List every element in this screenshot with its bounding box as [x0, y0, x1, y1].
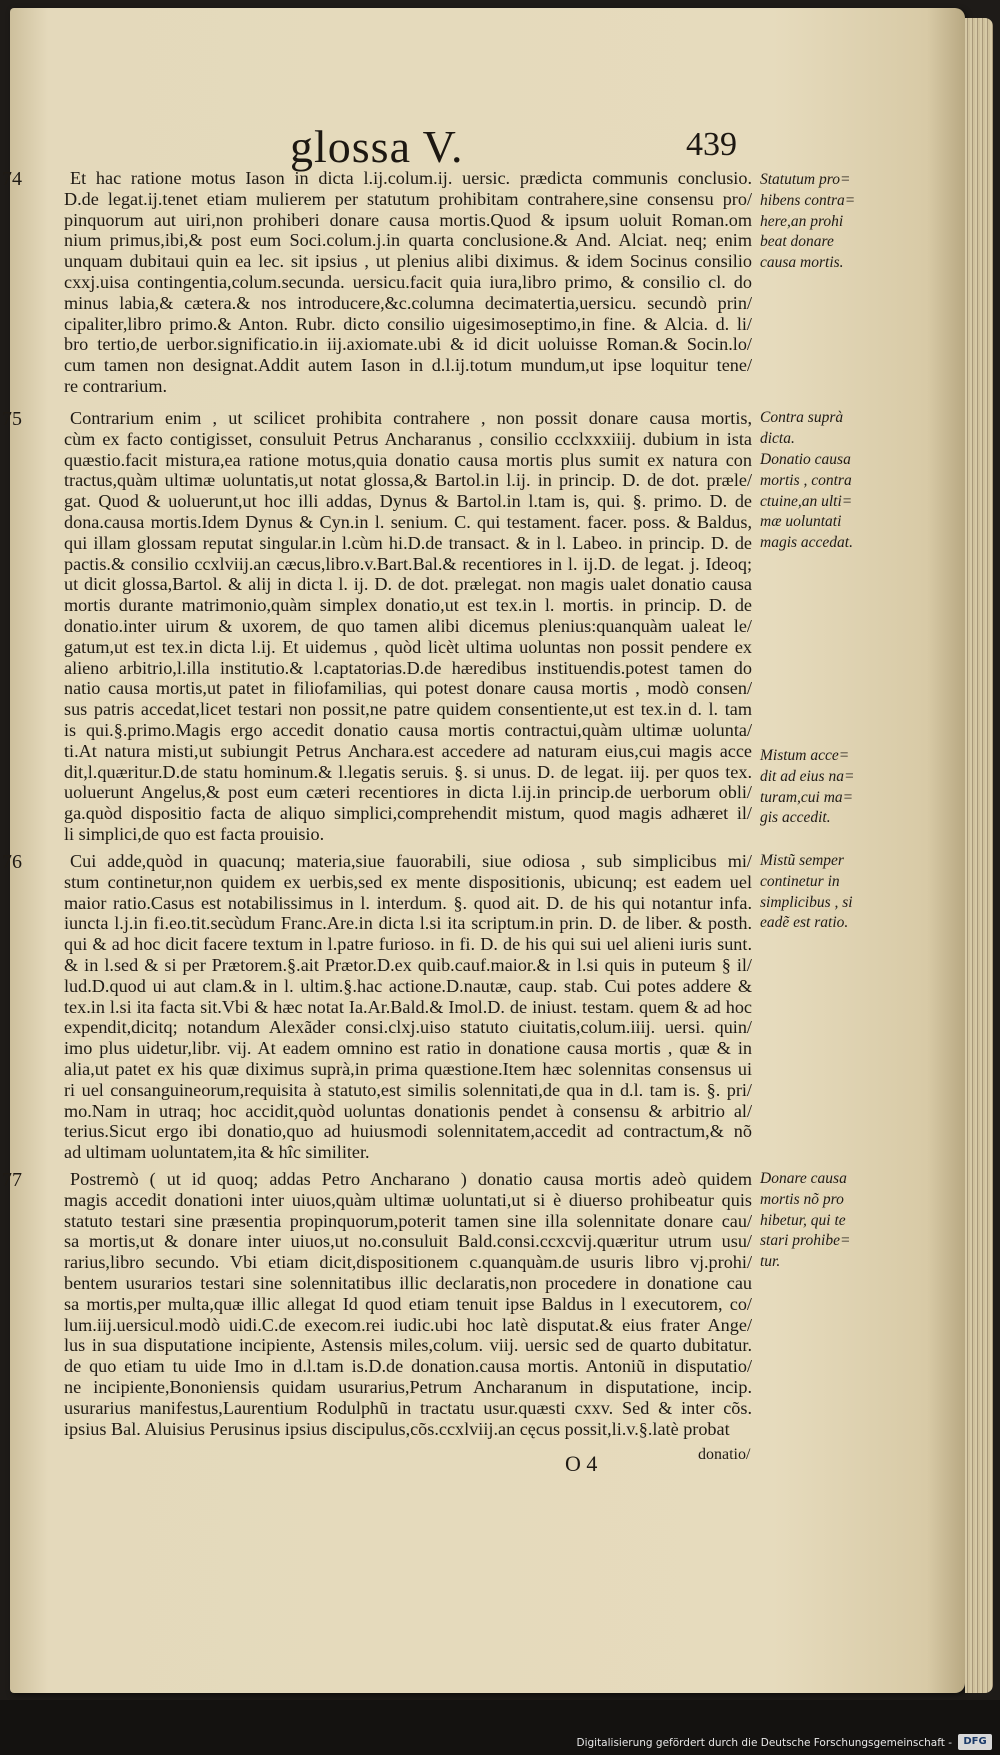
paragraph-number: 74 — [2, 168, 22, 190]
side-gloss — [760, 851, 870, 934]
text-line: re contrarium. — [64, 375, 168, 396]
side-gloss — [760, 170, 870, 274]
text-line: expendit,dicitq; notandum Alexãder consi.clxj.uiso statuto ciuitatis,colum.iiij. uersi. quin/ — [64, 1017, 752, 1038]
text-line: ti.At natura misti,ut subiungit Petrus Anchara.est accedere ad naturam eius,cui magis acce — [64, 740, 752, 761]
gloss-line: eadẽ est ratio. — [760, 914, 849, 932]
gloss-line: beat donare — [760, 233, 834, 251]
gloss-line: Contra suprà — [760, 409, 844, 426]
text-line: imo plus uidetur,libr. vij. At eadem omnino est ratio in donatione causa mortis , quæ & in — [64, 1038, 752, 1059]
text-line: ipsius Bal. Aluisius Perusinus ipsius discipulus,cõs.ccxlviij.an cęcus possit,li.v.§.latè probat — [64, 1418, 730, 1439]
gloss-line: causa mortis. — [760, 254, 844, 272]
text-line: usurarius manifestus,Laurentium Rodulphũ in tractatu usur.quæsti cxxv. Sed & inter cõs. — [64, 1397, 752, 1418]
dfg-logo: DFG — [958, 1734, 992, 1750]
text-line: sa mortis,ut & donare inter uiuos,ut no.consuluit Bald.consi.ccxcvij.quæritur utrum usu/ — [64, 1231, 752, 1252]
gloss-line: turam,cui ma= — [760, 788, 854, 806]
gloss-line: gis accedit. — [760, 809, 831, 827]
gloss-line: continetur in — [760, 872, 840, 890]
gloss-line: tur. — [760, 1253, 781, 1271]
text-line: alia,ut patet ex his quæ diximus suprà,in prima quæstione.Item hæc solennitas consensus ui — [64, 1058, 752, 1079]
page-edges — [965, 18, 993, 1693]
side-gloss — [760, 450, 870, 554]
text-line: magis accedit donationi inter uiuos,quàm ultimæ uoluntati,ut si è diuerso prohibeatur quis — [64, 1189, 752, 1210]
text-line: Contrarium enim , ut scilicet prohibita contrahere , non possit donare causa mortis, — [70, 408, 752, 428]
text-line: qui & ad hoc dicit facere textum in l.patre furioso. in fi. D. de his qui sui uel alieni iuris sunt. — [64, 934, 752, 955]
gloss-line: Mistũ semper — [760, 852, 844, 869]
text-line: mortis durante matrimonio,quàm simplex donatio,ut est tex.in l. mortis. in princip. D. de — [64, 595, 752, 616]
text-line: bro tertio,de uerbor.significatio.in iij.axiomate.ubi & id dicit uoluisse Roman.& Socin.lo/ — [64, 334, 752, 355]
text-line: pactis.& consilio ccxlviij.an cæcus,libro.v.Bart.Bal.& recentiores in l. ij.D. de legat. j. Ideoq; — [64, 553, 752, 574]
text-line: maior ratio.Casus est notabilissimus in l. interdum. §. quod ait. D. de his qui notantur infa. — [64, 892, 752, 913]
signature-mark: O 4 — [565, 1451, 598, 1476]
gloss-line: magis accedat. — [760, 534, 853, 552]
text-line: Cui adde,quòd in quacunq; materia,siue fauorabili, siue odiosa , sub simplicibus mi/ — [70, 851, 752, 871]
gloss-line: hibens contra= — [760, 191, 856, 209]
text-line: de quo etiam tu uide Imo in d.l.tam is.D.de donation.causa mortis. Antoniũ in disputatio/ — [64, 1356, 752, 1377]
text-line: Postremò ( ut id quoq; addas Petro Ancharano ) donatio causa mortis adeò quidem — [70, 1169, 752, 1189]
text-line: D.de legat.ij.tenet etiam mulierem per statutum prohibitam contrahere,sine consensu pro/ — [64, 188, 752, 209]
gloss-line: dit ad eius na= — [760, 767, 855, 785]
gloss-line: Donare causa — [760, 1170, 847, 1187]
text-line: unquam dubitaui quin ea lec. sit ipsius , ut plenius alibi diximus. & idem Socinus consilio — [64, 251, 752, 272]
gloss-line: stari prohibe= — [760, 1232, 851, 1250]
text-line: li simplici,de quo est facta prouisio. — [64, 823, 325, 844]
gloss-line: hibetur, qui te — [760, 1211, 846, 1229]
text-line: uoluerunt Angelus,& post eum cæteri recentiores in dicta l.ij.in princip.de uerborum obli/ — [64, 782, 752, 803]
gloss-line: simplicibus , si — [760, 893, 853, 911]
paragraph-74 — [64, 168, 752, 397]
text-line: nium primus,ibi,& post eum Soci.colum.j.in quarta conclusione.& And. Alciat. neq; enim — [64, 230, 752, 251]
gloss-line: mortis , contra — [760, 471, 852, 489]
text-line: iuncta l.j.in fi.eo.tit.secùdum Franc.Are.in dicta l.si ita scriptum.in prin. D. de liber. & posth. — [64, 913, 752, 934]
text-line: dit,l.quæritur.D.de statu hominum.& l.legatis seruis. §. si unus. D. de legat. iij. per quos tex. — [64, 761, 752, 782]
text-line: natio causa mortis,ut patet in filiofamilias, qui potest donare causa mortis , modò consen/ — [64, 678, 752, 699]
footer-credit: Digitalisierung gefördert durch die Deutsche Forschungsgemeinschaft - — [576, 1737, 952, 1749]
text-line: ad ultimam uoluntatem,ita & hîc similiter. — [64, 1142, 370, 1163]
text-line: sus patris accedat,licet testari non possit,ne patre quidem consentiente,ut est tex.in d. l. tam — [64, 699, 752, 720]
text-line: donatio.inter uirum & uxorem, de quo tamen alibi dicemus plenius:quanquàm ualeat le/ — [64, 615, 752, 636]
paragraph-number: 76 — [2, 851, 22, 873]
text-line: statuto testari sine præsentia propinquorum,poterit tamen sine illa solennitate donare cau/ — [64, 1210, 752, 1231]
gloss-line: Statutum pro= — [760, 171, 851, 188]
side-gloss — [760, 1169, 870, 1273]
text-line: gatum,ut est tex.in dicta l.ij. Et uidemus , quòd licèt ultima uoluntas non possit pendere ex — [64, 636, 752, 657]
text-line: terius.Sicut ergo ibi donatio,quo ad huiusmodi solennitatem,accedit ad contractum,& nõ — [64, 1121, 752, 1142]
text-line: ga.quòd dispositio facta de aliquo simplici,comprehendit mistum, quod magis adhæret il/ — [64, 803, 752, 824]
text-line: lus in sua disputatione incipiente, Astensis miles,colum. viij. uersic sed de quarto dubitatur. — [64, 1335, 752, 1356]
text-line: rarius,libro secundo. Vbi etiam dicit,dispositionem c.quanquàm.de usuris libro vj.prohi/ — [64, 1252, 752, 1273]
side-gloss — [760, 408, 870, 450]
text-line: pinquorum aut uiri,non prohiberi donare causa mortis.Quod & ipsum uoluit Roman.om — [64, 209, 752, 230]
text-line: tex.in l.si ita facta sit.Vbi & hæc notat Ia.Ar.Bald.& Imol.D. de iniust. testam. quem & ad hoc — [64, 996, 752, 1017]
catchword: donatio/ — [698, 1446, 751, 1463]
text-line: minus labia,& cætera.& nos introducere,&c.columna decimatertia,uersicu. secundò prin/ — [64, 292, 752, 313]
text-line: qui illam glossam reputat singular.in l.cùm hi.D.de transact. & in l. Labeo. in princip. D. de — [64, 532, 752, 553]
text-line: lum.iij.uersicul.modò uidi.C.de execom.rei iudic.ubi hoc latè disputat.& eius frater Ange/ — [64, 1314, 752, 1335]
text-line: ne incipiente,Bononiensis quidam usurarius,Petrum Ancharanum in disputatione, incip. — [64, 1376, 752, 1397]
text-line: alieno arbitrio,l.illa institutio.& l.captatorias.D.de hæredibus instituendis.potest tamen do — [64, 657, 752, 678]
paragraph-77 — [64, 1169, 752, 1439]
text-line: quæstio.facit mistura,ea ratione motus,quia donatio causa mortis plus sumit ex natura con — [64, 449, 752, 470]
paragraph-number: 75 — [2, 408, 22, 430]
paragraph-number: 77 — [2, 1169, 22, 1191]
gloss-line: Mistum acce= — [760, 747, 850, 764]
gloss-line: Donatio causa — [760, 451, 851, 468]
gloss-line: here,an prohi — [760, 212, 844, 230]
paragraph-76 — [64, 851, 752, 1163]
folio-number: 439 — [686, 126, 737, 163]
text-line: cipaliter,libro primo.& Anton. Rubr. dicto consilio uigesimoseptimo,in fine. & Alcia. d. li/ — [64, 313, 752, 334]
text-line: gat. Quod & uoluerunt,ut hoc illi addas, Dynus & Bartol.in l.tam is, qui. §. primo. D. de — [64, 491, 752, 512]
text-line: bentem usurarios testari sine solennitatibus illic declaratis,non procedere in donatione cau — [64, 1272, 752, 1293]
text-line: stum continetur,non quidem ex uerbis,sed ex mente dispositionis, ubicunq; est eadem uel — [64, 871, 752, 892]
text-line: tractus,quàm ultimæ uoluntatis,ut notat glossa,& Bartol.in l.ij. in princip. D. de dot. præle/ — [64, 470, 752, 491]
text-line: cum tamen non designat.Addit autem Iason in d.l.ij.totum mundum,ut ipse loquitur tene/ — [64, 355, 752, 376]
gloss-line: mæ uoluntati — [760, 513, 842, 531]
gloss-line: ctuine,an ulti= — [760, 492, 853, 510]
text-line: sa mortis,per multa,quæ illic allegat Id quod etiam tenuit ipse Baldus in l executorem, co/ — [64, 1293, 752, 1314]
text-line: Et hac ratione motus Iason in dicta l.ij.colum.ij. uersic. prædicta communis conclusio. — [70, 168, 752, 188]
text-line: is qui.§.primo.Magis ergo accedit donatio causa mortis contractui,quàm ultimæ uolunta/ — [64, 719, 752, 740]
text-line: ri uel consanguineorum,requisita à statuto,est similis solennitati,de qua in d.l. tam is. §. pri/ — [64, 1079, 752, 1100]
text-line: lud.D.quod ui aut clam.& in l. ultim.§.hac actione.D.nautæ, caup. stab. Cui potes addere & — [64, 975, 752, 996]
text-line: ut dicit glossa,Bartol. & alij in dicta l. ij. D. de dot. prælegat. non magis ualet donatio causa — [64, 574, 752, 595]
text-line: dona.causa mortis.Idem Dynus & Cyn.in l. senium. C. qui testament. facer. poss. & Baldus, — [64, 511, 752, 532]
text-line: cùm ex facto contigisset, consuluit Petrus Ancharanus , consilio ccclxxxiiij. dubium in ista — [64, 428, 752, 449]
gloss-line: mortis nõ pro — [760, 1190, 844, 1208]
side-gloss — [760, 746, 870, 829]
text-line: cxxj.uisa contingentia,colum.secunda. uersicu.facit quia iura,libro primo, & consilio cl. do — [64, 271, 752, 292]
text-line: mo.Nam in utraq; hoc accidit,quòd uoluntas donationis pendet à consensu & arbitrio al/ — [64, 1100, 752, 1121]
gloss-line: dicta. — [760, 429, 795, 447]
paragraph-75 — [64, 408, 752, 845]
text-line: & in l.sed & si per Prætorem.§.ait Prætor.D.ex quib.cauf.maior.& in l.si quis in puteum § il/ — [64, 954, 752, 975]
running-head: glossa V. — [290, 121, 464, 172]
